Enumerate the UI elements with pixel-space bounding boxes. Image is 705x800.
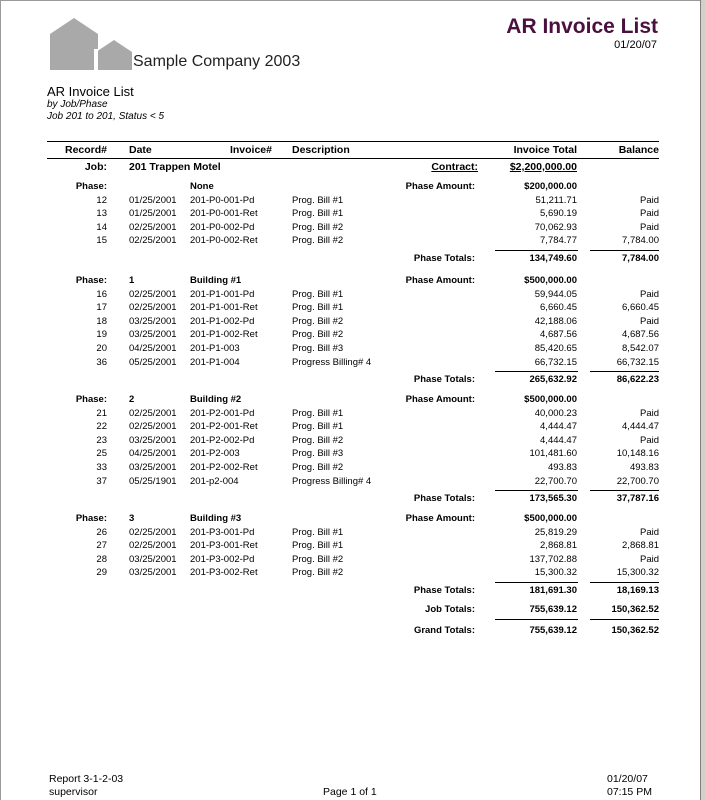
phase-name: Building #2 [190, 394, 242, 405]
phase-totals-rule-total [495, 250, 578, 251]
phase-amount: $500,000.00 [524, 513, 577, 524]
phase-label: Phase: [75, 513, 107, 524]
table-cell-invoice: 201-P3-002-Pd [190, 553, 255, 565]
table-cell-record: 15 [96, 235, 107, 247]
contract-value: $2,200,000.00 [509, 161, 577, 173]
window-border-top [0, 0, 705, 1]
report-filter: Job 201 to 201, Status < 5 [47, 111, 165, 122]
table-cell-date: 05/25/1901 [129, 475, 177, 487]
table-cell-invoice: 201-P1-002-Ret [190, 329, 258, 341]
table-cell-desc: Prog. Bill #1 [292, 208, 344, 220]
phase-name: Building #1 [190, 275, 242, 286]
table-cell-total: 42,188.06 [534, 315, 577, 327]
phase-code: 2 [129, 394, 135, 405]
phase-totals-rule-total [495, 490, 578, 491]
table-cell-invoice: 201-p2-004 [190, 475, 239, 487]
phase-totals-total: 181,691.30 [529, 585, 577, 596]
phase-totals-balance: 86,622.23 [616, 374, 659, 386]
phase-label: Phase: [75, 181, 107, 192]
table-cell-desc: Prog. Bill #2 [292, 221, 344, 233]
table-cell-balance: 493.83 [629, 462, 659, 473]
col-header-description: Description [292, 144, 350, 156]
table-cell-balance: Paid [639, 434, 659, 446]
phase-totals-label: Phase Totals: [413, 493, 475, 505]
table-cell-total: 2,868.81 [540, 540, 577, 552]
table-cell-desc: Progress Billing# 4 [292, 475, 372, 487]
phase-totals-balance: 18,169.13 [616, 585, 659, 596]
table-cell-invoice: 201-P1-002-Pd [190, 315, 255, 327]
table-cell-date: 03/25/2001 [129, 567, 177, 579]
table-cell-balance: 22,700.70 [616, 475, 659, 487]
table-cell-total: 70,062.93 [534, 221, 577, 233]
job-totals-label: Job Totals: [425, 604, 475, 615]
table-cell-total: 40,000.23 [534, 407, 577, 419]
phase-totals-rule-total [495, 371, 578, 372]
phase-amount-label: Phase Amount: [405, 275, 475, 286]
table-cell-total: 5,690.19 [540, 208, 577, 220]
table-cell-invoice: 201-P2-002-Pd [190, 434, 255, 446]
table-cell-desc: Prog. Bill #1 [292, 540, 344, 552]
table-cell-desc: Prog. Bill #3 [292, 343, 344, 354]
phase-totals-label: Phase Totals: [413, 253, 475, 264]
phase-totals-label: Phase Totals: [413, 374, 475, 386]
table-cell-date: 04/25/2001 [129, 343, 177, 354]
table-cell-invoice: 201-P1-001-Pd [190, 288, 255, 300]
table-cell-record: 23 [96, 434, 107, 446]
table-cell-date: 01/25/2001 [129, 194, 177, 206]
table-cell-record: 27 [96, 540, 107, 552]
table-cell-invoice: 201-P1-001-Ret [190, 302, 258, 314]
table-cell-record: 28 [96, 553, 107, 565]
table-cell-desc: Prog. Bill #2 [292, 567, 344, 579]
table-cell-balance: 4,687.56 [622, 329, 659, 341]
phase-amount-label: Phase Amount: [405, 394, 475, 405]
phase-amount: $500,000.00 [524, 394, 577, 405]
report-subtitle: AR Invoice List [47, 84, 134, 99]
table-cell-invoice: 201-P2-001-Pd [190, 407, 255, 419]
phase-totals-total: 134,749.60 [529, 253, 577, 264]
table-cell-record: 14 [96, 221, 107, 233]
table-cell-date: 05/25/2001 [129, 356, 177, 368]
table-cell-record: 25 [96, 448, 107, 460]
footer-time: 07:15 PM [607, 786, 652, 798]
col-header-date: Date [129, 144, 152, 156]
table-cell-balance: Paid [639, 208, 659, 220]
table-cell-total: 493.83 [547, 462, 577, 473]
phase-totals-rule-balance [590, 371, 659, 372]
table-cell-date: 02/25/2001 [129, 526, 177, 538]
job-totals-total: 755,639.12 [529, 604, 577, 615]
table-cell-record: 22 [96, 421, 107, 433]
table-cell-balance: 2,868.81 [622, 540, 659, 552]
phase-totals-rule-total [495, 582, 578, 583]
table-cell-date: 01/25/2001 [129, 208, 177, 220]
table-cell-date: 02/25/2001 [129, 235, 177, 247]
table-cell-balance: Paid [639, 288, 659, 300]
table-cell-date: 02/25/2001 [129, 421, 177, 433]
table-cell-record: 12 [96, 194, 107, 206]
table-cell-desc: Prog. Bill #2 [292, 315, 344, 327]
table-cell-balance: Paid [639, 553, 659, 565]
table-cell-record: 37 [96, 475, 107, 487]
footer-report-id: Report 3-1-2-03 [49, 773, 124, 785]
table-cell-invoice: 201-P3-001-Ret [190, 540, 258, 552]
table-cell-date: 02/25/2001 [129, 288, 177, 300]
vertical-scrollbar[interactable] [700, 0, 705, 800]
table-cell-total: 137,702.88 [529, 553, 577, 565]
table-cell-balance: Paid [639, 407, 659, 419]
col-header-invoice: Invoice# [229, 144, 272, 156]
phase-totals-rule-balance [590, 250, 659, 251]
table-cell-desc: Prog. Bill #2 [292, 235, 344, 247]
phase-totals-rule-balance [590, 490, 659, 491]
table-cell-date: 04/25/2001 [129, 448, 177, 460]
table-cell-desc: Prog. Bill #1 [292, 407, 344, 419]
table-cell-record: 29 [96, 567, 107, 579]
table-cell-balance: 8,542.07 [622, 343, 659, 354]
table-cell-desc: Prog. Bill #2 [292, 462, 344, 473]
table-cell-invoice: 201-P2-002-Ret [190, 462, 258, 473]
table-cell-balance: Paid [639, 526, 659, 538]
table-cell-total: 101,481.60 [529, 448, 577, 460]
footer-date: 01/20/07 [607, 773, 648, 785]
company-logo-icon [50, 16, 132, 72]
table-cell-invoice: 201-P2-001-Ret [190, 421, 258, 433]
table-cell-balance: Paid [639, 315, 659, 327]
table-cell-total: 4,444.47 [540, 434, 577, 446]
grand-totals-total: 755,639.12 [529, 625, 577, 636]
table-cell-record: 26 [96, 526, 107, 538]
table-cell-desc: Prog. Bill #1 [292, 194, 344, 206]
table-cell-desc: Prog. Bill #2 [292, 434, 344, 446]
table-cell-total: 66,732.15 [534, 356, 577, 368]
table-cell-date: 02/25/2001 [129, 540, 177, 552]
table-cell-balance: 6,660.45 [622, 302, 659, 314]
phase-totals-total: 173,565.30 [529, 493, 577, 505]
phase-name: None [190, 181, 214, 192]
table-cell-total: 15,300.32 [534, 567, 577, 579]
table-cell-total: 51,211.71 [535, 194, 577, 206]
table-cell-total: 7,784.77 [540, 235, 577, 247]
phase-label: Phase: [75, 394, 107, 405]
table-cell-invoice: 201-P3-001-Pd [190, 526, 255, 538]
table-cell-invoice: 201-P0-002-Pd [190, 221, 255, 233]
table-cell-record: 17 [96, 302, 107, 314]
col-header-balance: Balance [618, 144, 659, 156]
job-totals-rule-total [495, 619, 578, 620]
table-cell-desc: Prog. Bill #1 [292, 302, 344, 314]
table-cell-date: 02/25/2001 [129, 221, 177, 233]
table-cell-total: 25,819.29 [534, 526, 577, 538]
phase-totals-label: Phase Totals: [413, 585, 475, 596]
table-cell-balance: Paid [639, 194, 659, 206]
header-rule-bottom [47, 158, 659, 159]
table-cell-total: 22,700.70 [534, 475, 577, 487]
table-cell-record: 18 [96, 315, 107, 327]
table-cell-balance: 4,444.47 [622, 421, 659, 433]
job-name: 201 Trappen Motel [129, 161, 221, 173]
table-cell-record: 21 [96, 407, 107, 419]
phase-amount-label: Phase Amount: [405, 513, 475, 524]
table-cell-desc: Prog. Bill #3 [292, 448, 344, 460]
table-cell-desc: Prog. Bill #1 [292, 526, 344, 538]
phase-amount: $200,000.00 [524, 181, 577, 192]
phase-amount: $500,000.00 [524, 275, 577, 286]
table-cell-desc: Prog. Bill #2 [292, 553, 344, 565]
table-cell-invoice: 201-P1-003 [190, 343, 240, 354]
phase-totals-balance: 37,787.16 [616, 493, 659, 505]
table-cell-record: 33 [96, 462, 107, 473]
col-header-record: Record# [64, 144, 107, 156]
phase-amount-label: Phase Amount: [405, 181, 475, 192]
table-cell-date: 02/25/2001 [129, 407, 177, 419]
phase-totals-rule-balance [590, 582, 659, 583]
table-cell-date: 03/25/2001 [129, 553, 177, 565]
table-cell-invoice: 201-P3-002-Ret [190, 567, 258, 579]
phase-name: Building #3 [190, 513, 242, 524]
phase-code: 3 [129, 513, 135, 524]
phase-label: Phase: [75, 275, 107, 286]
table-cell-record: 36 [96, 356, 107, 368]
table-cell-balance: Paid [639, 221, 659, 233]
footer-user: supervisor [49, 786, 98, 798]
table-cell-invoice: 201-P0-002-Ret [190, 235, 258, 247]
grand-totals-balance: 150,362.52 [611, 625, 659, 636]
table-cell-date: 03/25/2001 [129, 462, 177, 473]
table-cell-invoice: 201-P2-003 [190, 448, 240, 460]
header-rule-top [47, 141, 659, 142]
table-cell-total: 4,687.56 [540, 329, 577, 341]
grand-totals-label: Grand Totals: [413, 625, 475, 636]
table-cell-record: 19 [96, 329, 107, 341]
table-cell-total: 6,660.45 [540, 302, 577, 314]
table-cell-desc: Progress Billing# 4 [292, 356, 372, 368]
table-cell-total: 4,444.47 [540, 421, 577, 433]
table-cell-invoice: 201-P0-001-Pd [190, 194, 255, 206]
job-totals-rule-balance [590, 619, 659, 620]
phase-totals-balance: 7,784.00 [622, 253, 659, 264]
table-cell-date: 02/25/2001 [129, 302, 177, 314]
table-cell-record: 20 [96, 343, 107, 354]
phase-code: 1 [129, 275, 135, 286]
table-cell-balance: 66,732.15 [616, 356, 659, 368]
window-border-left [0, 0, 1, 800]
report-date: 01/20/07 [614, 39, 657, 51]
table-cell-date: 03/25/2001 [129, 315, 177, 327]
table-cell-invoice: 201-P1-004 [190, 356, 240, 368]
table-cell-desc: Prog. Bill #1 [292, 288, 344, 300]
table-cell-total: 59,944.05 [534, 288, 577, 300]
report-title: AR Invoice List [506, 15, 658, 38]
report-grouping: by Job/Phase [47, 99, 108, 110]
phase-totals-total: 265,632.92 [529, 374, 577, 386]
table-cell-record: 16 [96, 288, 107, 300]
col-header-invoice-total: Invoice Total [513, 144, 577, 156]
footer-page: Page 1 of 1 [323, 786, 377, 798]
job-label: Job: [84, 161, 107, 173]
table-cell-balance: 15,300.32 [616, 567, 659, 579]
table-cell-record: 13 [96, 208, 107, 220]
contract-label: Contract: [431, 161, 478, 173]
job-totals-balance: 150,362.52 [611, 604, 659, 615]
table-cell-date: 03/25/2001 [129, 329, 177, 341]
company-name: Sample Company 2003 [133, 53, 301, 70]
table-cell-desc: Prog. Bill #1 [292, 421, 344, 433]
table-cell-balance: 7,784.00 [622, 235, 659, 247]
table-cell-date: 03/25/2001 [129, 434, 177, 446]
table-cell-desc: Prog. Bill #2 [292, 329, 344, 341]
table-cell-balance: 10,148.16 [616, 448, 659, 460]
table-cell-invoice: 201-P0-001-Ret [190, 208, 258, 220]
table-cell-total: 85,420.65 [534, 343, 577, 354]
